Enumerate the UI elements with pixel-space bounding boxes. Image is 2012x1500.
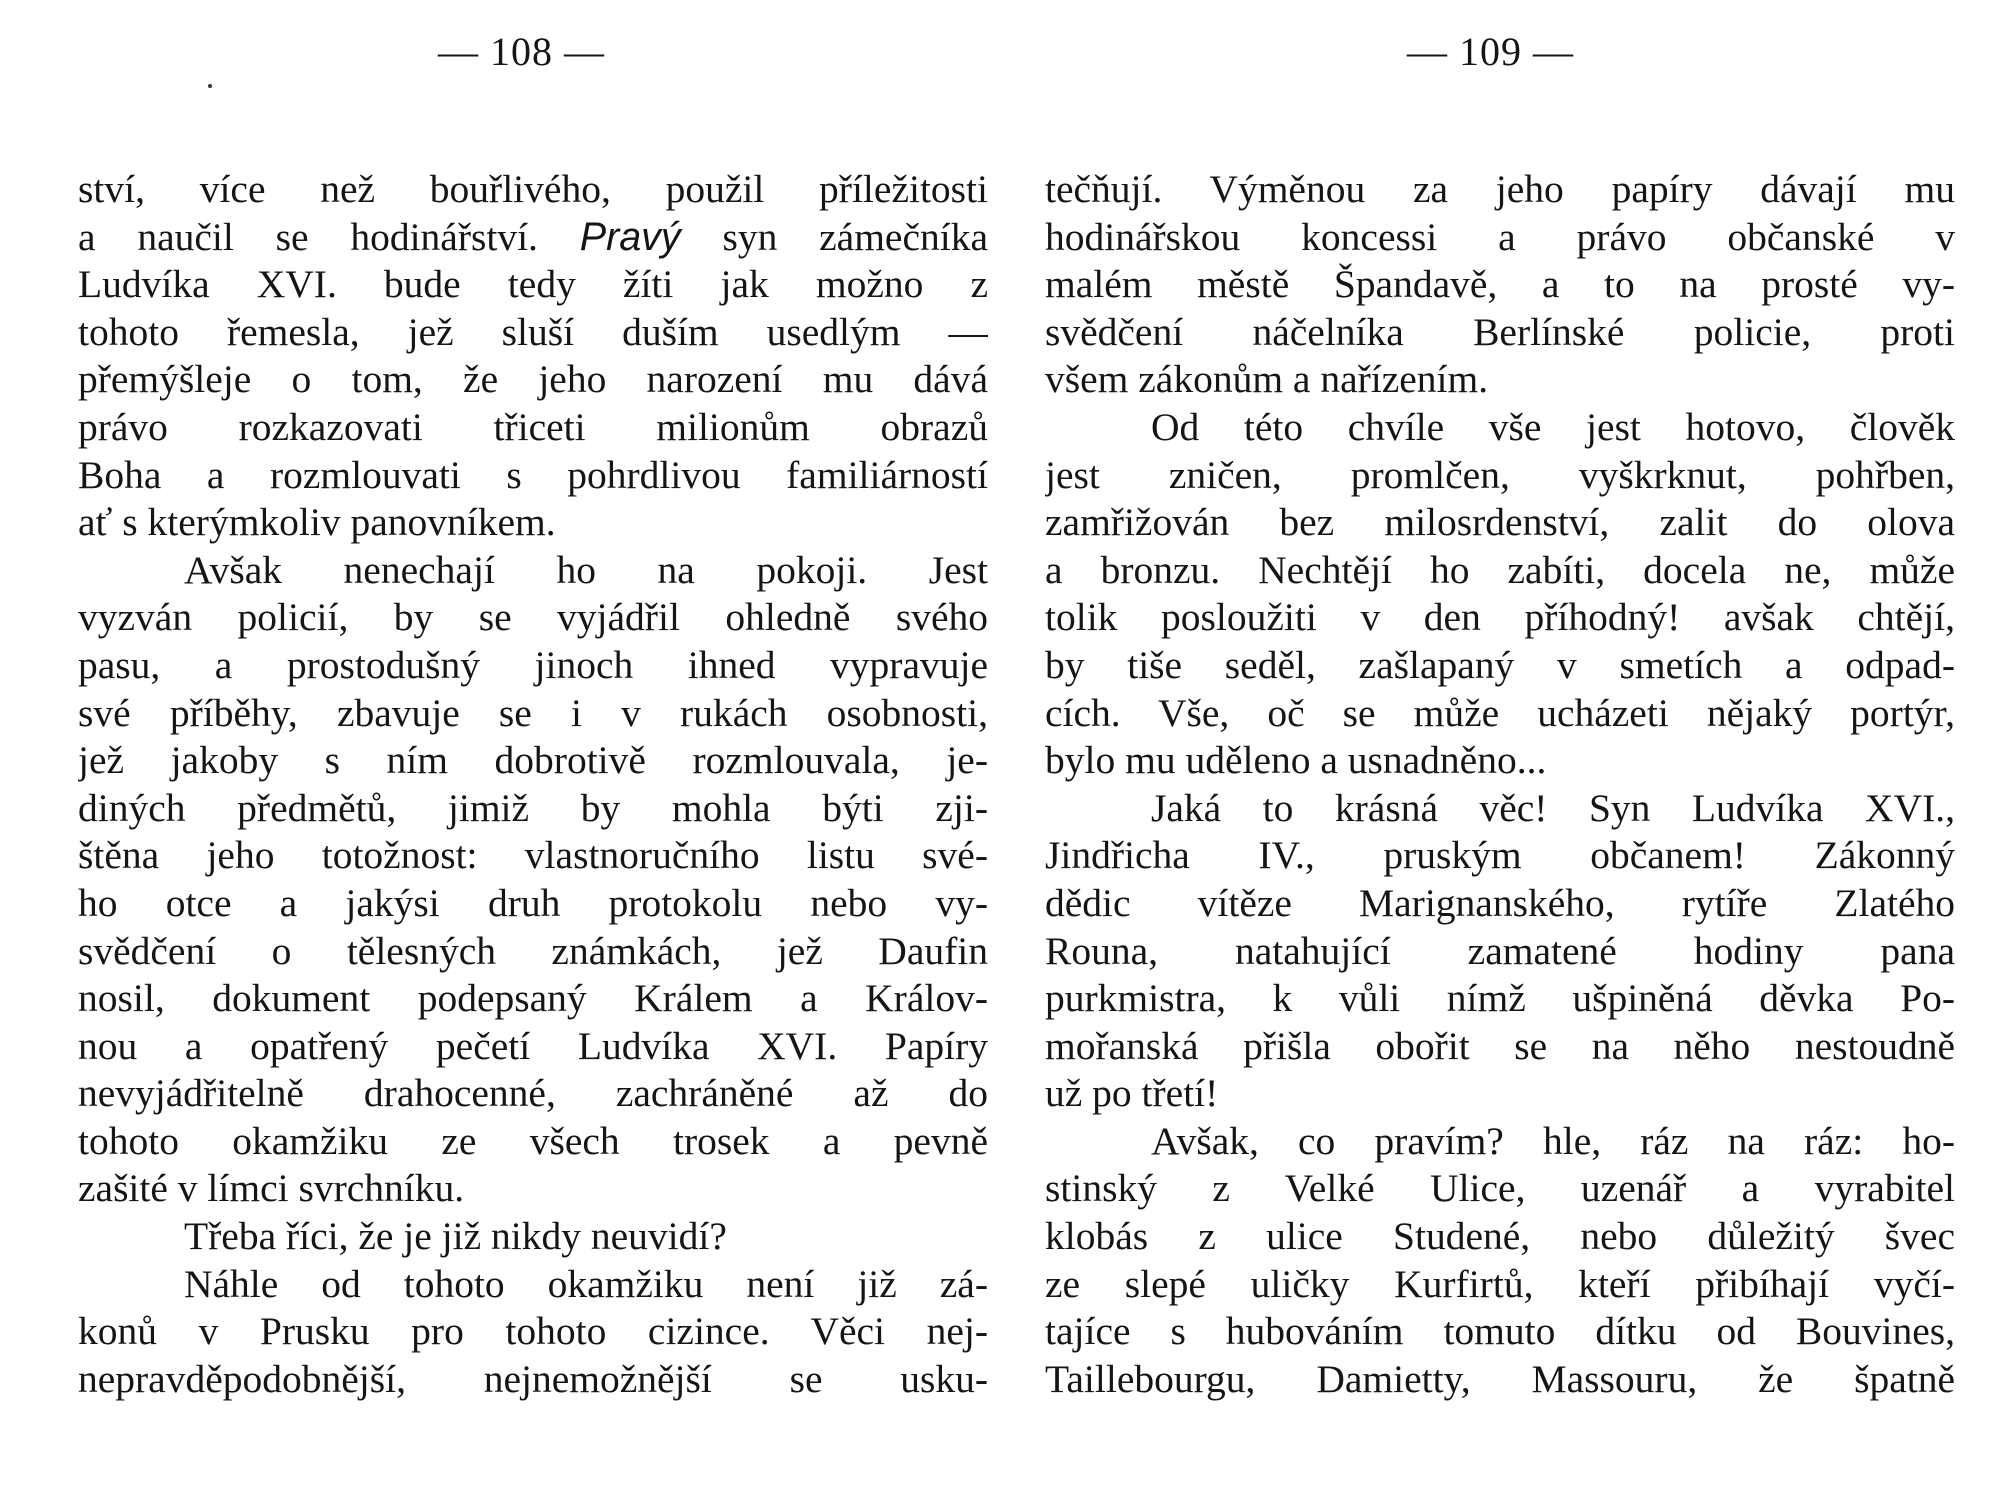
text-line: Boha a rozmlouvati s pohrdlivou familiárností	[78, 452, 988, 497]
text-line: Avšak nenechají ho na pokoji. Jest	[184, 547, 988, 592]
text-line: Avšak, co pravím? hle, ráz na ráz: ho-	[1151, 1118, 1955, 1163]
text-line: klobás z ulice Studené, nebo důležitý švec	[1045, 1214, 1955, 1259]
text-line: svědčení náčelníka Berlínské policie, proti	[1045, 309, 1955, 354]
emphasized-word: Pravý	[579, 214, 681, 259]
left-page	[78, 0, 988, 1500]
text-fragment: a naučil se hodinářství.	[78, 214, 538, 259]
text-line: nevyjádřitelně drahocenné, zachráněné až do	[78, 1071, 988, 1116]
text-line: tajíce s hubováním tomuto dítku od Bouvines,	[1045, 1309, 1955, 1354]
text-line: Jaká to krásná věc! Syn Ludvíka XVI.,	[1151, 785, 1955, 830]
text-line: Jindřicha IV., pruským občanem! Zákonný	[1045, 833, 1955, 878]
text-line: stinský z Velké Ulice, uzenář a vyrabitel	[1045, 1166, 1955, 1211]
text-line: ať s kterýmkoliv panovníkem.	[78, 500, 556, 545]
text-line: malém městě Špandavě, a to na prosté vy-	[1045, 262, 1955, 307]
text-line: Náhle od tohoto okamžiku není již zá-	[184, 1261, 988, 1306]
text-line: tohoto řemesla, jež sluší duším usedlým —	[78, 309, 988, 354]
text-line: vyzván policií, by se vyjádřil ohledně svého	[78, 595, 988, 640]
text-line: ho otce a jakýsi druh protokolu nebo vy-	[78, 880, 988, 925]
text-line: pasu, a prostodušný jinoch ihned vypravuje	[78, 642, 988, 687]
text-line: mořanská přišla obořit se na něho nestoudně	[1045, 1023, 1955, 1068]
text-line: konů v Prusku pro tohoto cizince. Věci nej-	[78, 1309, 988, 1354]
text-line: své příběhy, zbavuje se i v rukách osobnosti,	[78, 690, 988, 735]
text-line: nosil, dokument podepsaný Králem a Králov-	[78, 976, 988, 1021]
text-fragment: syn zámečníka	[722, 214, 988, 259]
text-line: Rouna, natahující zamatené hodiny pana	[1045, 928, 1955, 973]
text-line: ství, více než bouřlivého, použil příležitosti	[78, 167, 988, 211]
ink-speck	[208, 84, 212, 88]
page-number-left: — 108 —	[438, 29, 605, 74]
left-page-text	[78, 166, 988, 1403]
text-line: svědčení o tělesných známkách, jež Daufin	[78, 928, 988, 973]
text-line: dědic vítěze Marignanského, rytíře Zlatého	[1045, 880, 1955, 925]
text-line: hodinářskou koncessi a právo občanské v	[1045, 214, 1955, 259]
text-line: štěna jeho totožnost: vlastnoručního listu své-	[78, 833, 988, 878]
text-line: diných předmětů, jimiž by mohla býti zji-	[78, 785, 988, 830]
right-page	[1045, 0, 1955, 1500]
text-line: všem zákonům a nařízením.	[1045, 357, 1489, 402]
text-line: jest zničen, promlčen, vyškrknut, pohřben,	[1045, 452, 1955, 497]
text-line: bylo mu uděleno a usnadněno...	[1045, 738, 1547, 783]
text-line: Ludvíka XVI. bude tedy žíti jak možno z	[78, 262, 988, 307]
text-line: purkmistra, k vůli nímž ušpiněná děvka Po-	[1045, 976, 1955, 1021]
page-number-right: — 109 —	[1407, 29, 1574, 74]
text-line: tohoto okamžiku ze všech trosek a pevně	[78, 1118, 988, 1163]
text-line: zašité v límci svrchníku.	[78, 1166, 465, 1211]
text-line: jež jakoby s ním dobrotivě rozmlouvala, je-	[78, 738, 988, 783]
text-line: právo rozkazovati třiceti milionům obrazů	[78, 404, 988, 449]
text-line: tolik posloužiti v den příhodný! avšak chtějí,	[1045, 595, 1955, 640]
text-line: nou a opatřený pečetí Ludvíka XVI. Papíry	[78, 1023, 988, 1068]
text-line: by tiše seděl, zašlapaný v smetích a odpad-	[1045, 642, 1955, 687]
text-line: nepravděpodobnější, nejnemožnější se usku-	[78, 1356, 988, 1401]
text-line: zamřižován bez milosrdenství, zalit do olova	[1045, 500, 1955, 545]
text-line: Taillebourgu, Damietty, Massouru, že špatně	[1045, 1356, 1955, 1401]
text-line: Třeba říci, že je již nikdy neuvidí?	[184, 1214, 727, 1259]
text-line: ze slepé uličky Kurfirtů, kteří přibíhají vyčí-	[1045, 1261, 1955, 1306]
text-line: a bronzu. Nechtějí ho zabíti, docela ne, může	[1045, 547, 1955, 592]
right-page-text	[1045, 166, 1955, 1403]
text-line: už po třetí!	[1045, 1071, 1219, 1116]
text-line: cích. Vše, oč se může ucházeti nějaký portýr,	[1045, 690, 1955, 735]
text-line: Od této chvíle vše jest hotovo, člověk	[1151, 404, 1955, 449]
text-line: přemýšleje o tom, že jeho narození mu dává	[78, 357, 988, 402]
text-line: tečňují. Výměnou za jeho papíry dávají mu	[1045, 167, 1955, 211]
text-line	[78, 214, 988, 262]
